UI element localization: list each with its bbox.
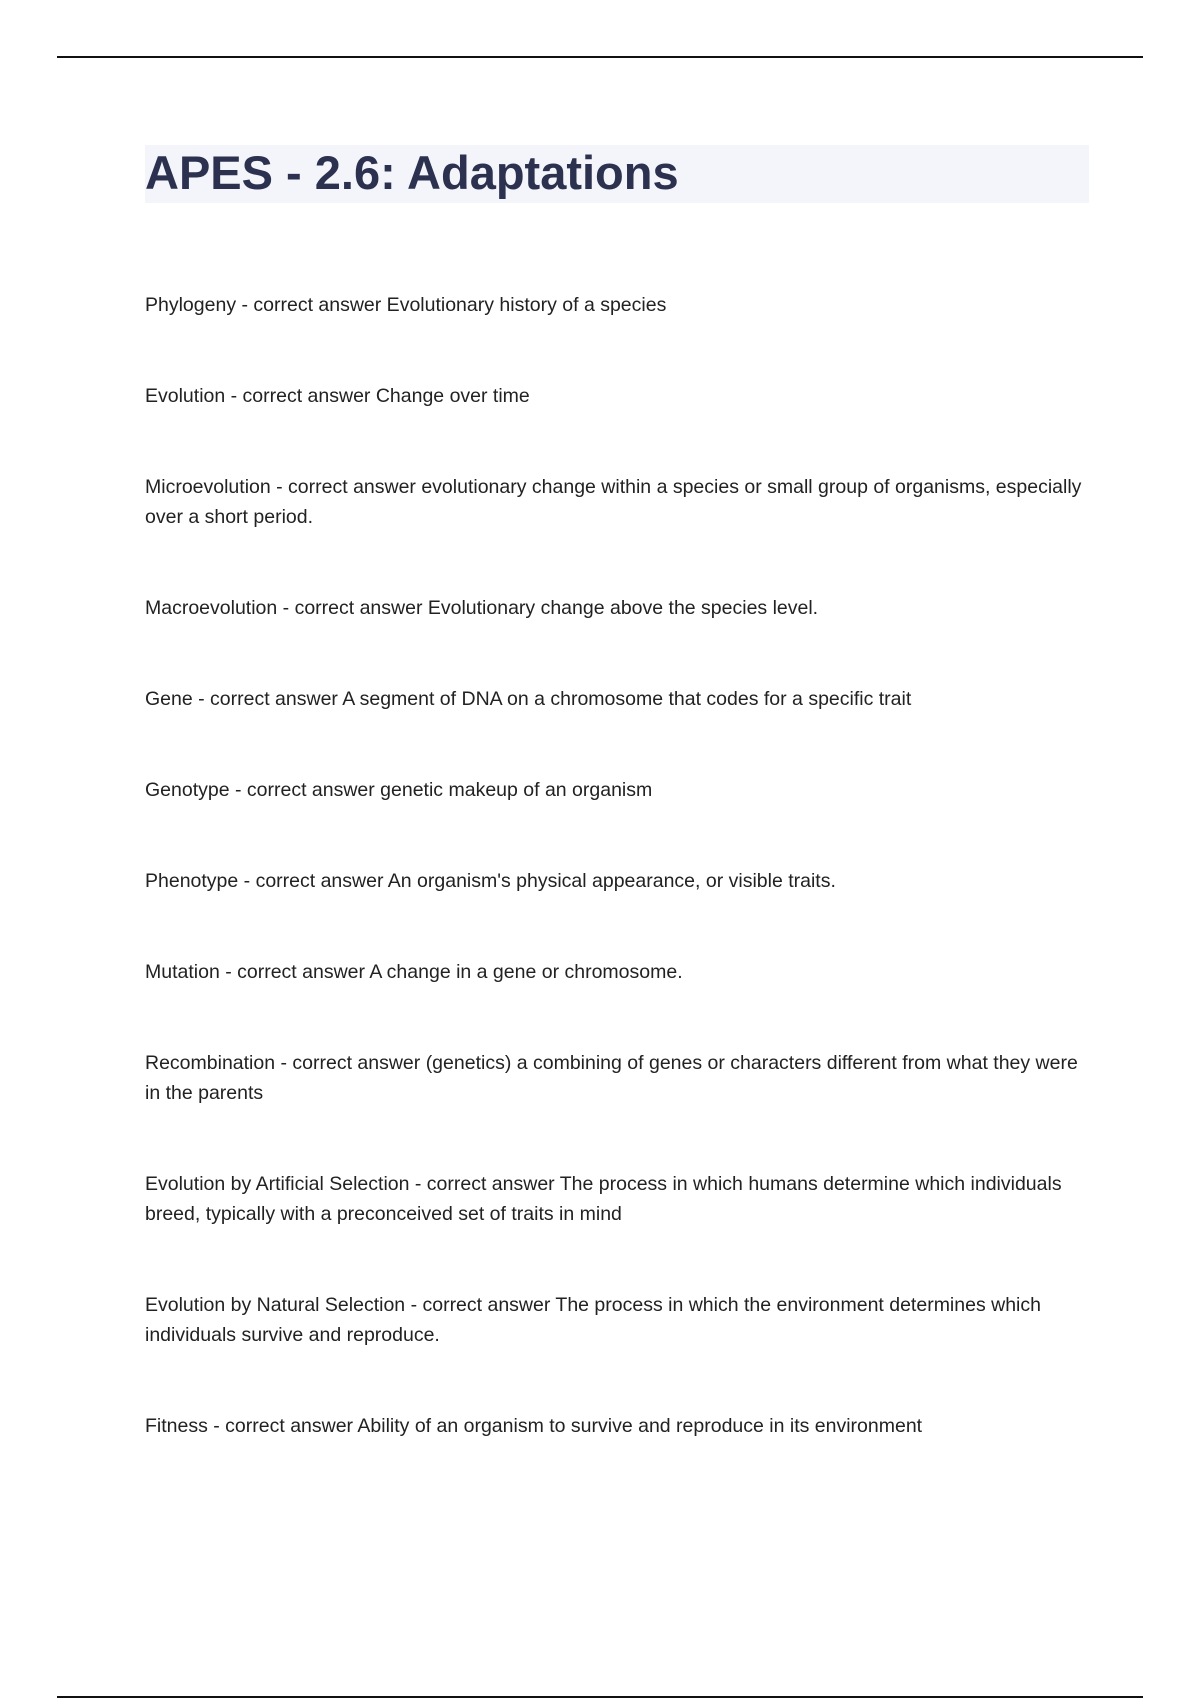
list-item: Evolution by Natural Selection - correct answer The process in which the environment determines which individuals survive and reproduce. — [145, 1294, 1041, 1346]
list-item: Evolution by Artificial Selection - correct answer The process in which humans determine which individuals breed, typically with a preconceived set of traits in mind — [145, 1173, 1062, 1225]
list-item: Fitness - correct answer Ability of an organism to survive and reproduce in its environment — [145, 1415, 923, 1437]
page-title: APES - 2.6: Adaptations — [145, 146, 679, 199]
list-item: Recombination - correct answer (genetics) a combining of genes or characters different from what they were in the parents — [145, 1052, 1078, 1104]
list-item: Macroevolution - correct answer Evolutionary change above the species level. — [145, 597, 819, 619]
top-rule — [57, 56, 1143, 58]
list-item: Evolution - correct answer Change over time — [145, 385, 530, 407]
flashcard-list — [145, 290, 1095, 1502]
list-item: Phenotype - correct answer An organism's physical appearance, or visible traits. — [145, 870, 836, 892]
list-item: Phylogeny - correct answer Evolutionary history of a species — [145, 294, 667, 316]
list-item: Microevolution - correct answer evolutionary change within a species or small group of organisms, especially over a short period. — [145, 476, 1082, 528]
bottom-rule — [57, 1696, 1143, 1698]
list-item: Mutation - correct answer A change in a gene or chromosome. — [145, 961, 683, 983]
list-item: Genotype - correct answer genetic makeup of an organism — [145, 779, 653, 801]
list-item: Gene - correct answer A segment of DNA on a chromosome that codes for a specific trait — [145, 688, 912, 710]
